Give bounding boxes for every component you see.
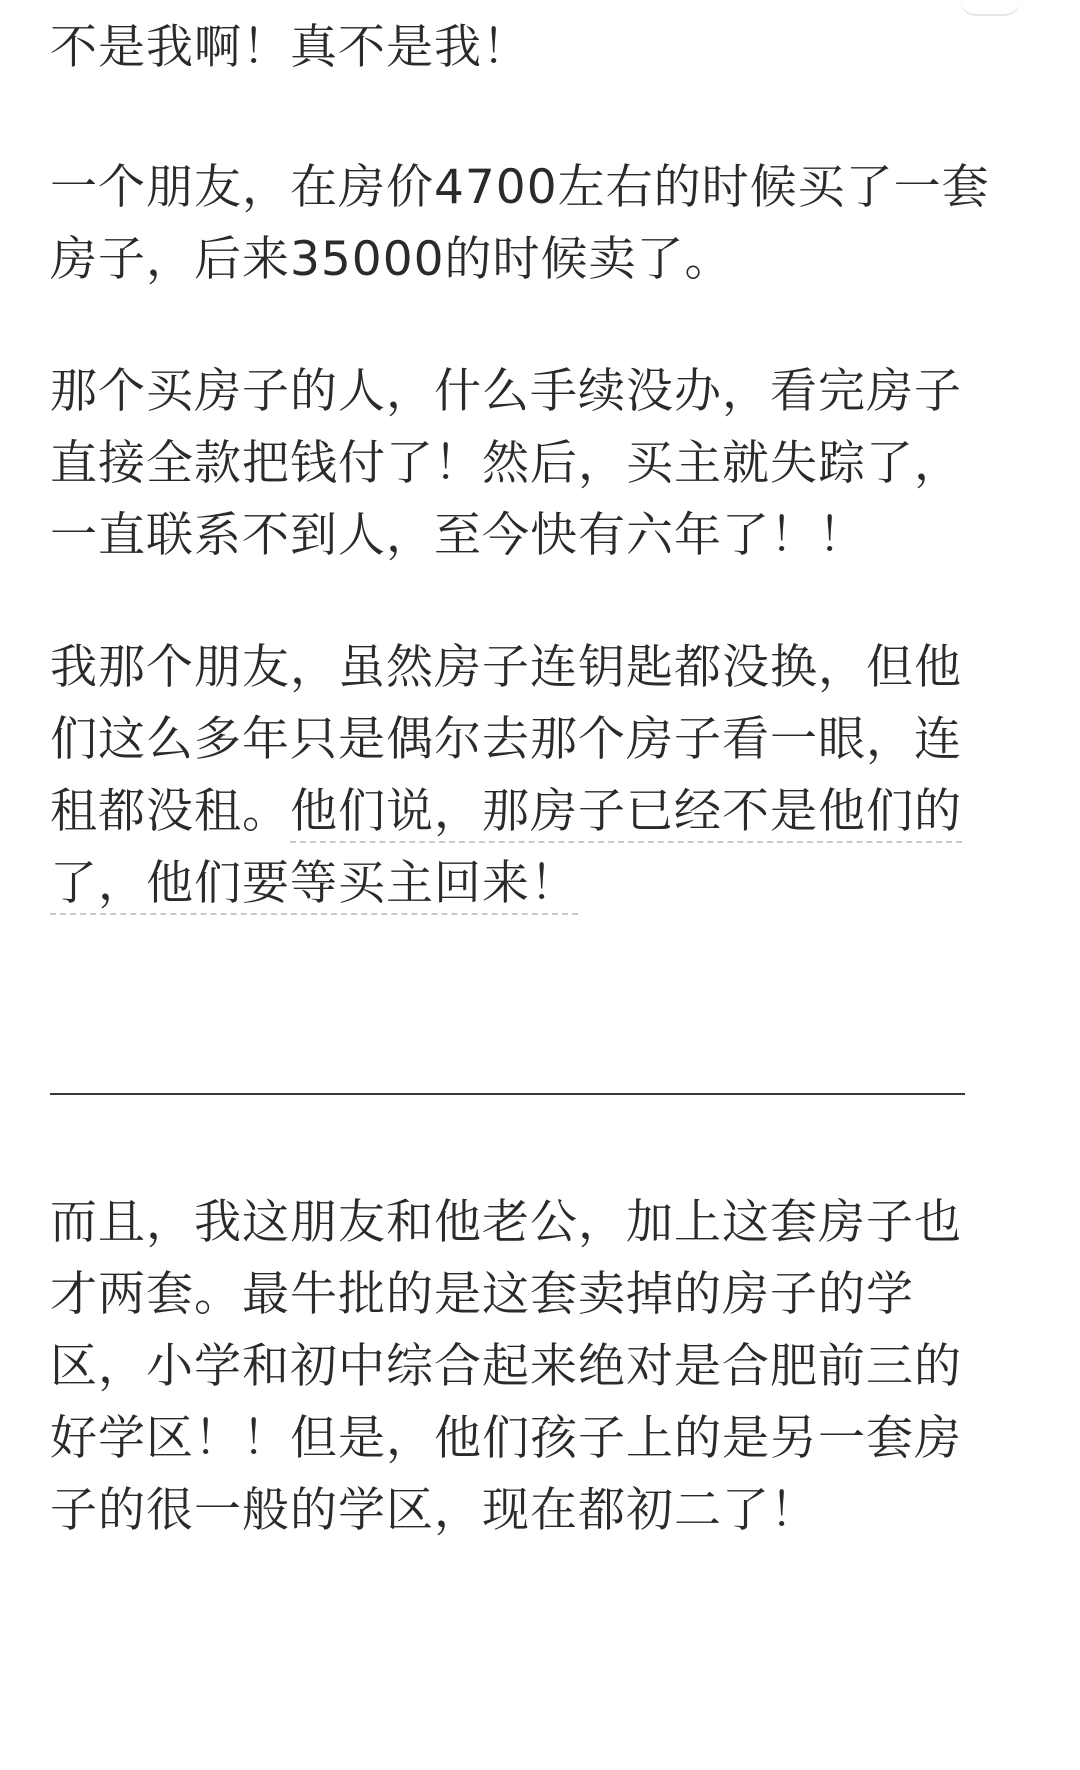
paragraph-4-line-3-text: 租都没租。 (50, 784, 290, 839)
section-gap (50, 1095, 1040, 1183)
highlighted-quote-part-2[interactable]: 了，他们要等买主回来！ (50, 856, 578, 915)
paragraph-3-line-3: 一直联系不到人，至今快有六年了！！ (50, 508, 866, 563)
paragraph-gap (50, 88, 1040, 148)
paragraph-4-line-4 (50, 844, 1040, 916)
paragraph-3-line-2: 直接全款把钱付了！然后，买主就失踪了， (50, 436, 962, 491)
highlighted-quote-part-1[interactable]: 他们说，那房子已经不是他们的 (290, 784, 962, 843)
paragraph-5-line-4: 好学区！！但是，他们孩子上的是另一套房 (50, 1411, 962, 1466)
paragraph-4-line-1: 我那个朋友，虽然房子连钥匙都没换，但他 (50, 640, 962, 695)
paragraph-2-line-2: 房子，后来35000的时候卖了。 (50, 232, 733, 287)
paragraph-gap (50, 292, 1040, 352)
paragraph-1-line-1: 不是我啊！真不是我！ (50, 20, 530, 75)
paragraph-gap (50, 568, 1040, 628)
post-body (50, 8, 1040, 1543)
paragraph-4-line-2: 们这么多年只是偶尔去那个房子看一眼，连 (50, 712, 962, 767)
paragraph-3-line-1: 那个买房子的人，什么手续没办，看完房子 (50, 364, 962, 419)
paragraph-2-line-1: 一个朋友，在房价4700左右的时候买了一套 (50, 160, 990, 215)
paragraph-5-line-3: 区，小学和初中综合起来绝对是合肥前三的 (50, 1339, 962, 1394)
paragraph-5-line-1: 而且，我这朋友和他老公，加上这套房子也 (50, 1195, 962, 1250)
paragraph-4-line-3 (50, 772, 1040, 844)
paragraph-5-line-2: 才两套。最牛批的是这套卖掉的房子的学 (50, 1267, 914, 1322)
paragraph-5-line-5: 子的很一般的学区，现在都初二了！ (50, 1483, 818, 1538)
section-gap (50, 916, 1040, 1066)
